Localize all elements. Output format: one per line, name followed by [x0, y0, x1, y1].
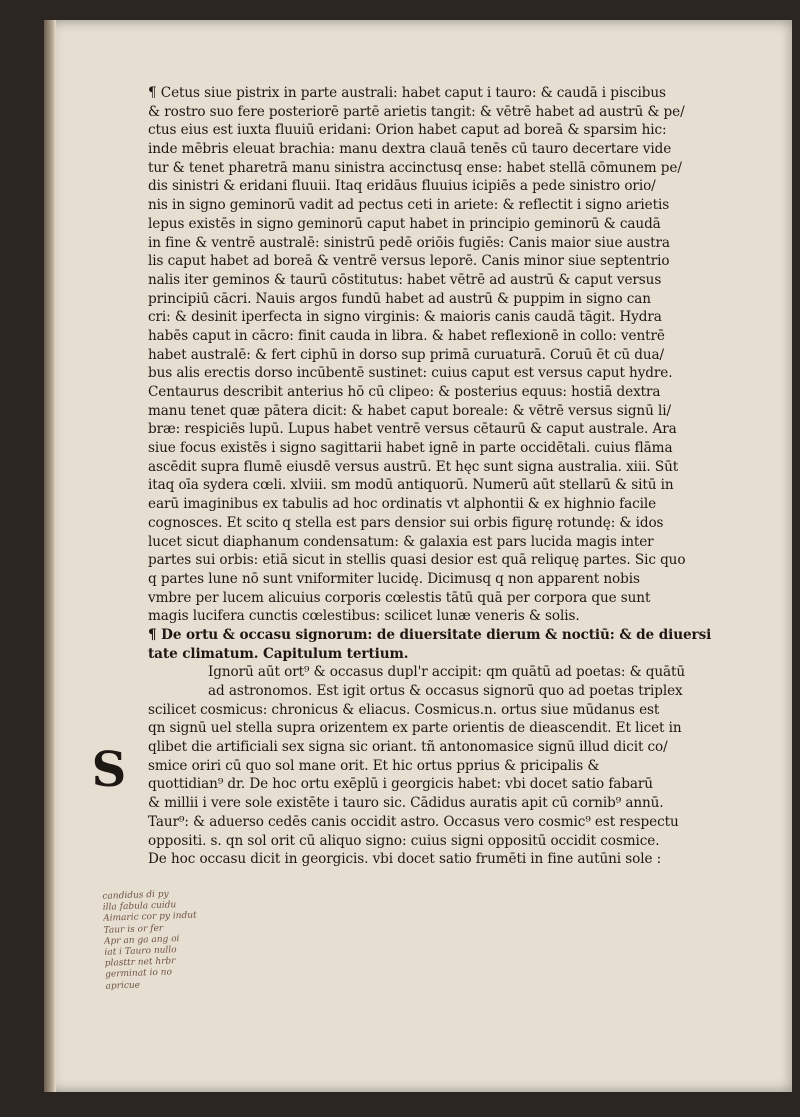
page-spine-shadow [44, 20, 56, 1092]
margin-note-line: Aimaric cor py indut [103, 910, 197, 925]
margin-note-line: candidus di py [102, 889, 169, 902]
text-line: partes sui orbis: etiā sicut in stellis quasi desior est quā reliquę partes. Sic quo [148, 552, 686, 569]
text-line: vmbre per lucem alicuius corporis cœlestis tātū quā per corpora que sunt [148, 589, 651, 606]
text-line: quottidian⁹ dr. De hoc ortu exēplū i georgicis habet: vbi docet satio fabarū [148, 776, 653, 793]
text-line: Taur⁹: & aduerso cedēs canis occidit astro. Occasus vero cosmic⁹ est respectu [148, 813, 679, 830]
text-line: bus alis erectis dorso incūbentē sustinet: cuius caput est versus caput hydre. [148, 365, 673, 382]
text-line: cognosces. Et scito q stella est pars densior sui orbis figurę rotundę: & idos [148, 514, 664, 531]
margin-note-line: iat i Tauro nullo [104, 945, 177, 958]
text-line: ¶ Cetus siue pistrix in parte australi: habet caput i tauro: & caudā i piscibus [148, 85, 666, 101]
text-line: magis lucifera cunctis cœlestibus: scilicet lunæ veneris & solis. [148, 608, 580, 625]
text-line: lucet sicut diaphanum condensatum: & galaxia est pars lucida magis inter [148, 533, 654, 550]
text-line: ad astronomos. Est igit ortus & occasus signorū quo ad poetas triplex [208, 683, 683, 699]
margin-note-line: germinat io no [105, 967, 173, 981]
text-line: lepus existēs in signo geminorū caput habet in principio geminorū & caudā [148, 215, 661, 232]
text-line: bræ: respiciēs lupū. Lupus habet ventrē versus cētaurū & caput australe. Ara [148, 421, 677, 438]
text-line: & millii i vere sole existēte i tauro sic. Cādidus auratis apit cū cornib⁹ annū. [148, 795, 664, 812]
text-line: ctus eius est iuxta fluuiū eridani: Orion habet caput ad boreā & sparsim hic: [148, 122, 667, 139]
chapter-heading-line: tate climatum. Capitulum tertium. [148, 645, 409, 662]
text-line: habet australē: & fert ciphū in dorso sup primā curuaturā. Coruū ēt cū dua/ [148, 346, 665, 363]
margin-note-line: plasttr net hrbr [104, 956, 176, 969]
text-line: Centaurus describit anterius hō cū clipeo: & posterius equus: hostiā dextra [148, 384, 661, 400]
text-line: nalis iter geminos & taurū cōstitutus: habet vētrē ad austrū & caput versus [148, 271, 662, 288]
text-line: nis in signo geminorū vadit ad pectus ceti in ariete: & reflectit i signo arietis [148, 197, 670, 214]
text-line: Ignorū aūt ort⁹ & occasus dupl'r accipit: qm quātū ad poetas: & quātū [208, 664, 686, 681]
text-line: itaq oīa sydera cœli. xlviii. sm modū antiquorū. Numerū aūt stellarū & sitū in [148, 477, 674, 494]
book-page [44, 20, 792, 1092]
decorated-initial-letter: S [91, 742, 127, 798]
text-line: oppositi. s. qn sol orit cū aliquo signo: cuius signi oppositū occidit cosmice. [148, 832, 660, 849]
text-line: scilicet cosmicus: chronicus & eliacus. Cosmicus.n. ortus siue mūdanus est [148, 701, 660, 718]
text-line: habēs caput in cācro: finit cauda in libra. & habet reflexionē in collo: ventrē [148, 327, 665, 344]
text-line: dis sinistri & eridani fluuii. Itaq eridāus fluuius icipiēs a pede sinistro orio/ [148, 178, 656, 195]
text-line: tur & tenet pharetrā manu sinistra accinctusq ense: habet stellā cōmunem pe/ [148, 159, 682, 176]
text-line [148, 869, 800, 888]
text-line: manu tenet quæ pātera dicit: & habet caput boreale: & vētrē versus signū li/ [148, 402, 671, 419]
text-line: in fine & ventrē australē: sinistrū pedē oriōis fugiēs: Canis maior siue austra [148, 234, 670, 251]
margin-note-line: apricue [105, 980, 141, 992]
margin-note-line: illa fabula cuidu [102, 900, 177, 913]
text-line: De hoc occasu dicit in georgicis. vbi docet satio frumēti in fine autūni sole : [148, 851, 662, 868]
text-line: q partes lune nō sunt vniformiter lucidę. Dicimusq q non apparent nobis [148, 570, 640, 587]
main-text-block [148, 84, 800, 888]
handwritten-margin-note [102, 888, 205, 992]
text-line: qn signū uel stella supra orizentem ex parte orientis de dieascendit. Et licet in [148, 720, 682, 737]
chapter-heading-line: ¶ De ortu & occasu signorum: de diuersitate dierum & noctiū: & de diuersi [148, 626, 712, 643]
margin-note-line: Taur is or fer [103, 923, 164, 936]
text-line: cri: & desinit iperfecta in signo virginis: & maioris canis caudā tāgit. Hydra [148, 309, 662, 326]
text-line: siue focus existēs i signo sagittarii habet ignē in parte occidētali. cuius flāma [148, 440, 673, 457]
text-line: smice oriri cū quo sol mane orit. Et hic ortus pprius & pricipalis & [148, 757, 600, 774]
margin-note-line: Apr an ga ang oi [103, 933, 180, 947]
text-line: principiū cācri. Nauis argos fundū habet ad austrū & puppim in signo can [148, 290, 651, 307]
text-line: earū imaginibus ex tabulis ad hoc ordinatis vt alphontii & ex highnio facile [148, 496, 657, 513]
text-line: ascēdit supra flumē eiusdē versus austrū. Et hęc sunt signa australia. xiii. Sūt [148, 458, 679, 475]
text-line: & rostro suo fere posteriorē partē arietis tangit: & vētrē habet ad austrū & pe/ [148, 103, 685, 120]
text-line: qlibet die artificiali sex signa sic oriant. tñ antonomasice signū illud dicit co/ [148, 739, 668, 756]
text-line: lis caput habet ad boreā & ventrē versus leporē. Canis minor siue septentrio [148, 253, 670, 270]
text-line: inde mēbris eleuat brachia: manu dextra clauā tenēs cū tauro decertare vide [148, 141, 672, 158]
